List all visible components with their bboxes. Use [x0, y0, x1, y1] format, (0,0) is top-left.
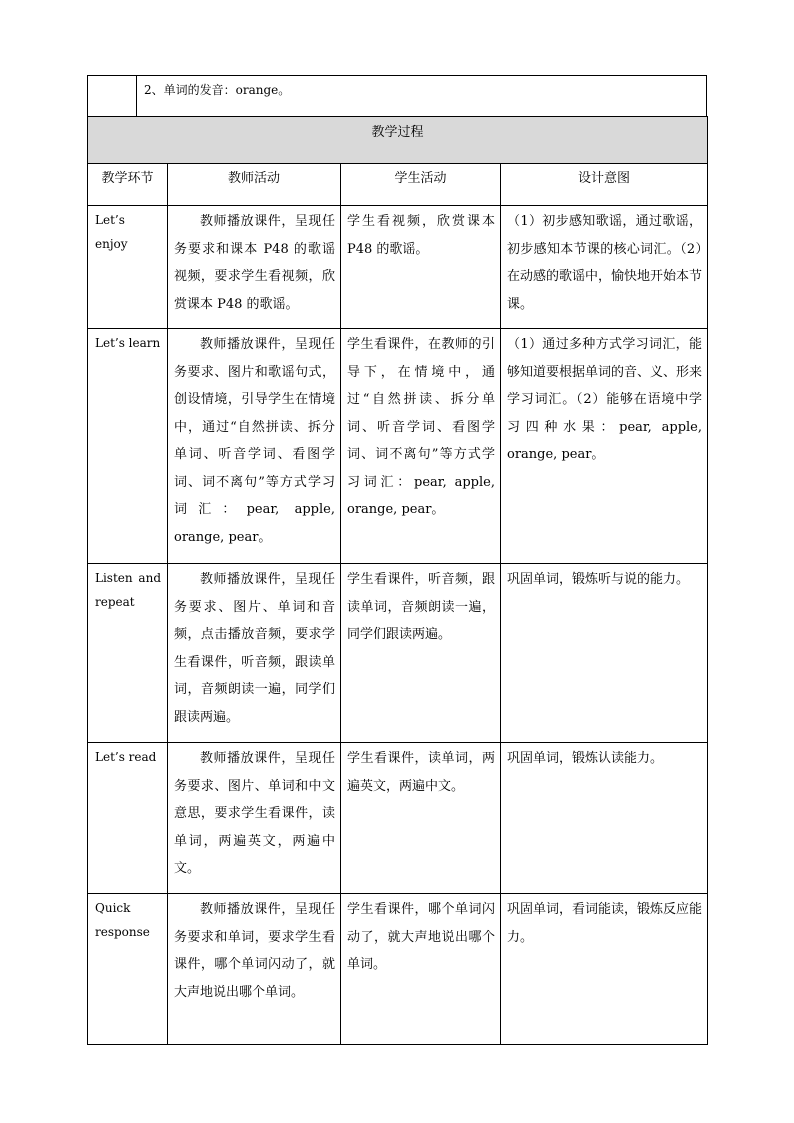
teacher-activity-cell: 教师播放课件，呈现任务要求、图片和歌谣句式，创设情境，引导学生在情境中，通过“自然拼读、拆分单词、听音学词、看图学词、词不离句”等方式学习词汇：pear, apple, orange, pear。	[168, 329, 341, 564]
table-row	[88, 329, 708, 564]
stage-cell: Let’s enjoy	[88, 206, 168, 329]
stage-cell: Let’s learn	[88, 329, 168, 564]
design-intent-cell: 巩固单词，锻炼听与说的能力。	[501, 564, 708, 743]
preceding-table-fragment	[87, 75, 707, 122]
header-row	[88, 164, 708, 206]
table-row	[88, 76, 707, 122]
teacher-activity-cell: 教师播放课件，呈现任务要求、图片、单词和音频，点击播放音频，要求学生看课件，听音频，跟读单词，音频朗读一遍，同学们跟读两遍。	[168, 564, 341, 743]
empty-cell	[88, 76, 137, 122]
header-teacher: 教师活动	[168, 164, 341, 206]
student-activity-cell: 学生看课件，在教师的引导下，在情境中，通过“自然拼读、拆分单词、听音学词、看图学词、词不离句”等方式学习词汇：pear, apple, orange, pear。	[341, 329, 501, 564]
section-title: 教学过程	[88, 117, 708, 164]
table-row	[88, 564, 708, 743]
stage-cell: Quick response	[88, 894, 168, 1045]
design-intent-cell: （1）初步感知歌谣，通过歌谣，初步感知本节课的核心词汇。（2）在动感的歌谣中，愉快地开始本节课。	[501, 206, 708, 329]
student-activity-cell: 学生看课件，读单词，两遍英文，两遍中文。	[341, 743, 501, 894]
design-intent-cell: （1）通过多种方式学习词汇，能够知道要根据单词的音、义、形来学习词汇。（2）能够在语境中学习四种水果：pear, apple, orange, pear。	[501, 329, 708, 564]
table-row	[88, 206, 708, 329]
design-intent-cell: 巩固单词，看词能读，锻炼反应能力。	[501, 894, 708, 1045]
header-intent: 设计意图	[501, 164, 708, 206]
student-activity-cell: 学生看课件，听音频，跟读单词，音频朗读一遍，同学们跟读两遍。	[341, 564, 501, 743]
pronunciation-note: 2、单词的发音：orange。	[137, 76, 707, 122]
teacher-activity-cell: 教师播放课件，呈现任务要求和课本 P48 的歌谣视频，要求学生看视频，欣赏课本 P48 的歌谣。	[168, 206, 341, 329]
table-row	[88, 743, 708, 894]
table-row	[88, 894, 708, 1045]
teacher-activity-cell: 教师播放课件，呈现任务要求、图片、单词和中文意思，要求学生看课件，读单词，两遍英文，两遍中文。	[168, 743, 341, 894]
teacher-activity-cell: 教师播放课件，呈现任务要求和单词，要求学生看课件，哪个单词闪动了，就大声地说出哪个单词。	[168, 894, 341, 1045]
stage-cell: Let’s read	[88, 743, 168, 894]
header-stage: 教学环节	[88, 164, 168, 206]
stage-cell: Listen and repeat	[88, 564, 168, 743]
student-activity-cell: 学生看视频，欣赏课本 P48 的歌谣。	[341, 206, 501, 329]
design-intent-cell: 巩固单词，锻炼认读能力。	[501, 743, 708, 894]
header-student: 学生活动	[341, 164, 501, 206]
student-activity-cell: 学生看课件，哪个单词闪动了，就大声地说出哪个单词。	[341, 894, 501, 1045]
teaching-process-table	[87, 116, 708, 1045]
section-title-row	[88, 117, 708, 164]
